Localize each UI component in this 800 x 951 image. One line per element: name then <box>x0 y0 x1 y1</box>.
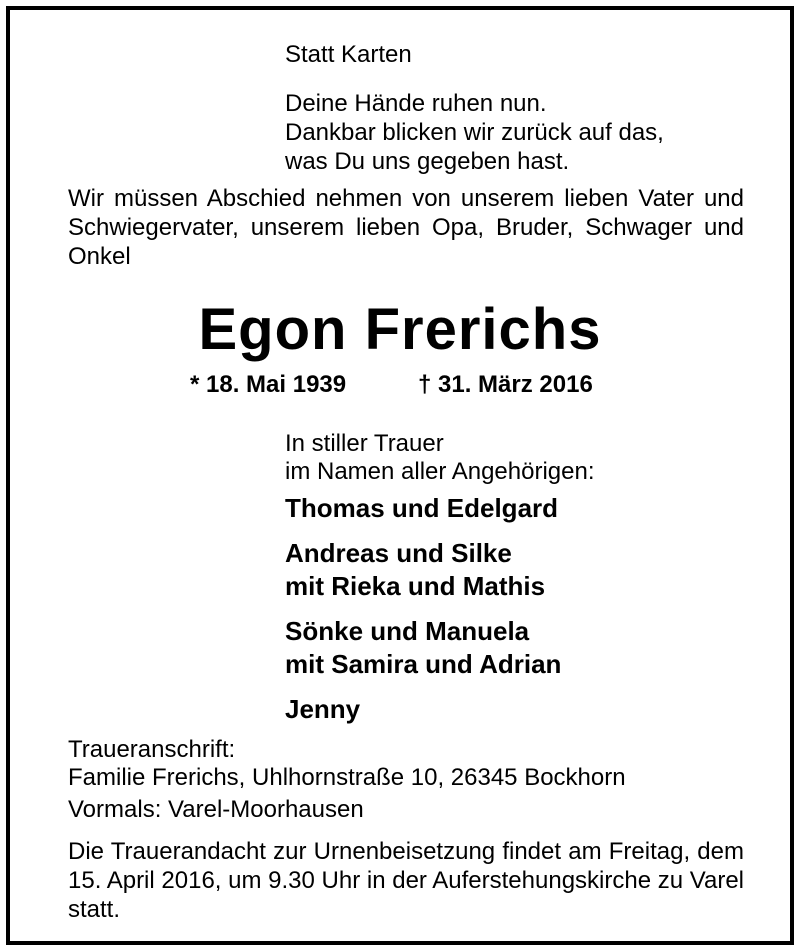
poem-line: was Du uns gegeben hast. <box>285 148 570 175</box>
family-member: Thomas und Edelgard <box>285 493 559 523</box>
mourning-line: In stiller Trauer <box>285 430 444 457</box>
family-member: Sönke und Manuela <box>285 616 530 646</box>
deceased-name: Egon Frerichs <box>198 297 602 362</box>
intro-paragraph: Wir müssen Abschied nehmen von unserem lieben Vater und Schwiegervater, unserem lieben Opa, Bruder, Schwager und Onkel <box>68 185 744 270</box>
poem-line: Deine Hände ruhen nun. <box>285 90 547 117</box>
mourning-line: im Namen aller Angehörigen: <box>285 458 595 485</box>
statt-karten-line: Statt Karten <box>285 41 412 68</box>
family-member: Jenny <box>285 694 361 724</box>
death-date: † 31. März 2016 <box>418 371 593 398</box>
birth-date: * 18. Mai 1939 <box>190 371 347 398</box>
family-member: mit Rieka und Mathis <box>285 571 546 601</box>
former-residence: Vormals: Varel-Moorhausen <box>68 796 364 823</box>
poem-line: Dankbar blicken wir zurück auf das, <box>285 119 664 146</box>
family-member: Andreas und Silke <box>285 538 512 568</box>
obituary-notice <box>6 6 794 945</box>
service-paragraph: Die Trauerandacht zur Urnenbeisetzung findet am Freitag, dem 15. April 2016, um 9.30 Uhr in der Auferstehungskirche zu Varel statt. <box>68 838 744 923</box>
address-line: Familie Frerichs, Uhlhornstraße 10, 26345 Bockhorn <box>68 764 626 791</box>
family-member: mit Samira und Adrian <box>285 649 562 679</box>
address-label: Traueranschrift: <box>68 736 236 763</box>
